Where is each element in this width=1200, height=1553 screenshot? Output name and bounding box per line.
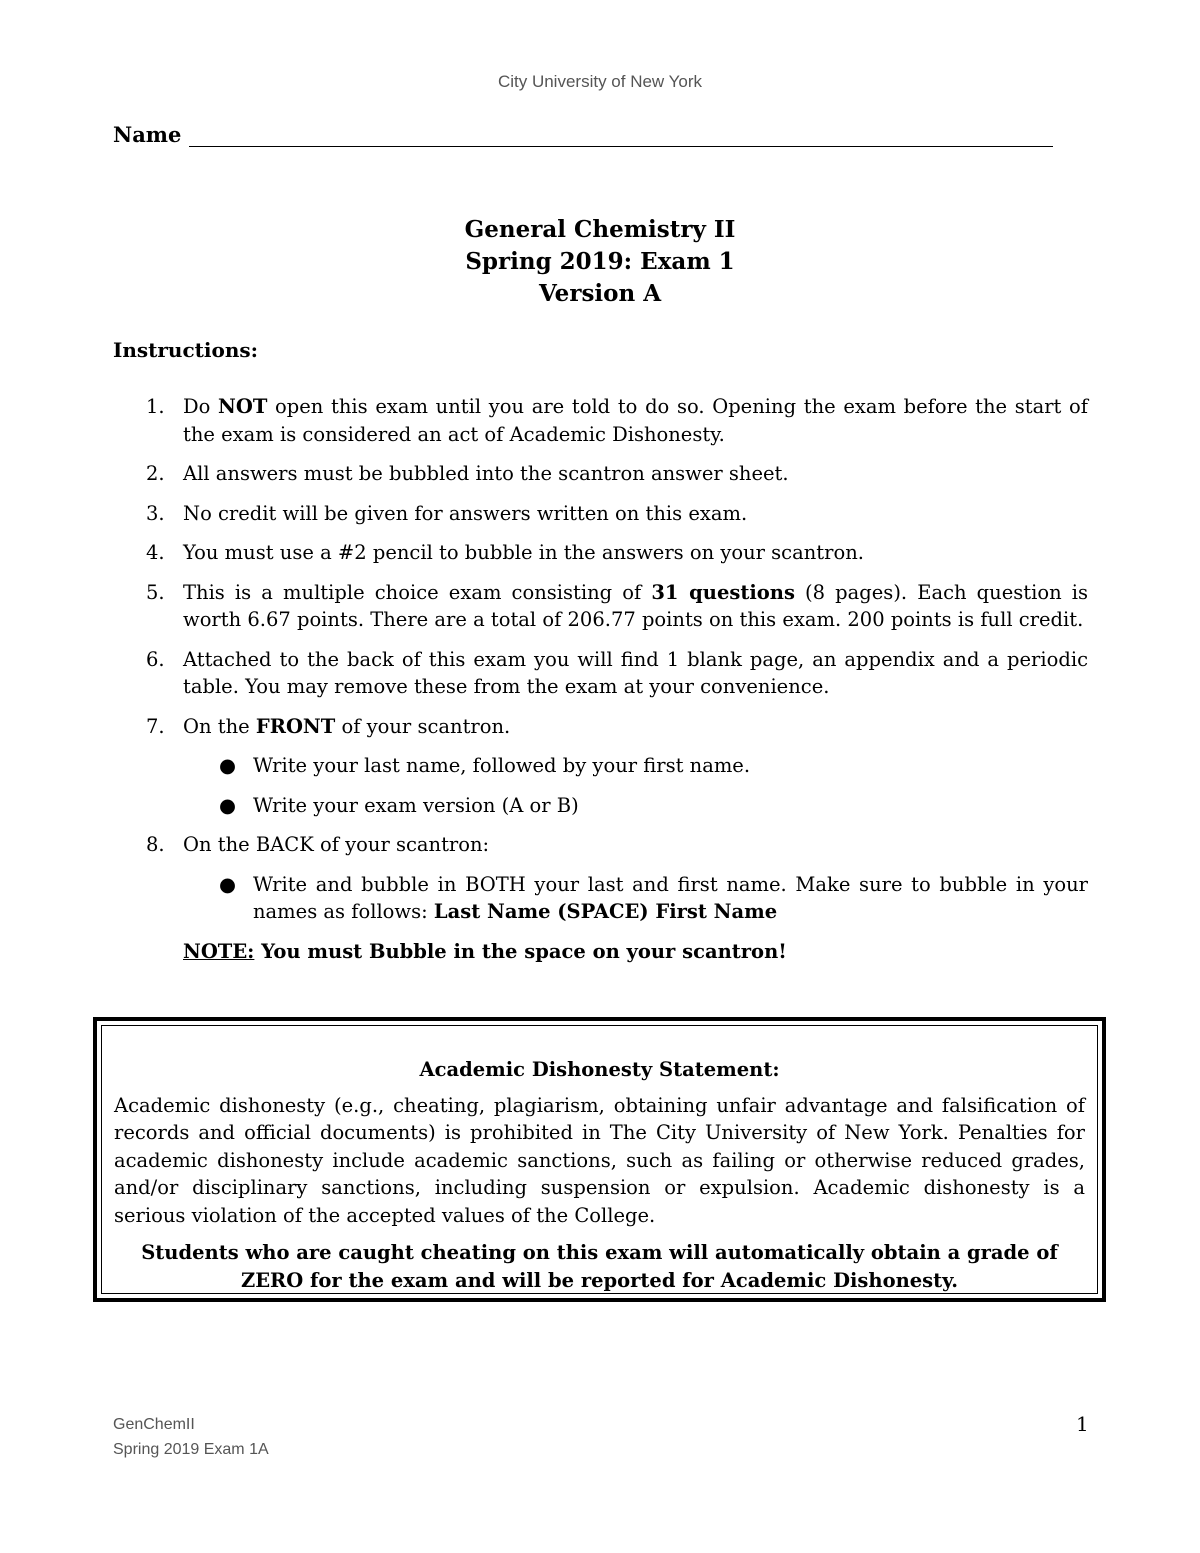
instruction-text: Attached to the back of this exam you will find 1 blank page, an appendix and a periodic table. You may remove these from the exam at your convenience.: [183, 647, 1088, 698]
instruction-emphasis: NOT: [218, 395, 268, 418]
instruction-text: open this exam until you are told to do so. Opening the exam before the start of the exam is considered an act of Academic Dishonesty.: [183, 395, 1088, 446]
instruction-item: [113, 831, 1088, 926]
exam-title-block: [0, 214, 1200, 310]
instructions-list: [113, 393, 1088, 977]
sub-item-text: Write and bubble in BOTH your last and first name. Make sure to bubble in your names as follows:: [253, 872, 1088, 923]
instruction-item: [113, 579, 1088, 634]
item-number: 6.: [146, 647, 165, 671]
instruction-item: [113, 713, 1088, 820]
item-number: 2.: [146, 462, 165, 485]
name-write-line[interactable]: [189, 124, 1053, 147]
item-number: 4.: [146, 541, 165, 564]
item-number: 3.: [146, 501, 165, 525]
sub-item: [183, 871, 1088, 926]
instruction-emphasis: FRONT: [255, 714, 336, 738]
course-title: General Chemistry II: [464, 216, 736, 243]
note-label: NOTE:: [183, 939, 255, 963]
bullet-icon: ●: [219, 872, 237, 896]
note-text: You must Bubble in the space on your scantron!: [254, 939, 787, 963]
statement-inner: [101, 1025, 1098, 1294]
instruction-text: This is a multiple choice exam consisting of: [183, 580, 652, 604]
footer-exam: Spring 2019 Exam 1A: [113, 1441, 269, 1458]
name-label: Name: [113, 122, 182, 147]
sub-list: [183, 871, 1088, 926]
statement-title: Academic Dishonesty Statement:: [419, 1058, 780, 1081]
footer-course: GenChemII: [113, 1416, 195, 1433]
instruction-text: On the: [183, 714, 256, 738]
bullet-icon: ●: [219, 754, 237, 777]
instruction-text: No credit will be given for answers written on this exam.: [183, 501, 748, 525]
note: [113, 938, 1088, 966]
item-number: 5.: [146, 580, 165, 604]
exam-title: Spring 2019: Exam 1: [465, 248, 735, 275]
item-number: 1.: [146, 395, 165, 418]
instruction-text: You must use a #2 pencil to bubble in the answers on your scantron.: [183, 541, 864, 564]
sub-item-text: Write your last name, followed by your first name.: [253, 754, 751, 777]
page-number: 1: [1076, 1412, 1089, 1436]
page-header: City University of New York: [497, 72, 703, 91]
sub-list: [183, 752, 1088, 819]
sub-item-emphasis: Last Name (SPACE) First Name: [433, 900, 778, 923]
instruction-text: Do: [183, 395, 219, 418]
sub-item: [183, 752, 1088, 780]
instructions-heading: Instructions:: [113, 338, 259, 362]
academic-dishonesty-box: [93, 1017, 1106, 1302]
sub-item-text: Write your exam version (A or B): [253, 793, 579, 817]
bullet-icon: ●: [219, 793, 237, 817]
item-number: 7.: [146, 714, 165, 738]
statement-warning: Students who are caught cheating on this exam will automatically obtain a grade of ZERO for the exam and will be reported for Academic Dishonesty.: [141, 1241, 1058, 1292]
footer: [113, 1412, 269, 1462]
sub-item: [183, 792, 1088, 820]
instruction-item: [113, 539, 1088, 567]
instruction-item: [113, 460, 1088, 488]
instruction-item: [113, 500, 1088, 528]
statement-body: Academic dishonesty (e.g., cheating, plagiarism, obtaining unfair advantage and falsification of records and official documents) is prohibited in The City University of New York. Penalties for academic dishonesty include academic sanctions, such as failing or otherwise reduced grades, and/or disciplinary sanctions, including suspension or expulsion. Academic dishonesty is a serious violation of the accepted values of the College.: [114, 1093, 1085, 1227]
instruction-text: On the BACK of your scantron:: [183, 833, 490, 856]
instruction-text: of your scantron.: [335, 714, 511, 738]
instruction-text: (8 pages). Each question is worth 6.67 points. There are a total of 206.77 points on this exam. 200 points is full credit.: [183, 580, 1089, 631]
instruction-text: All answers must be bubbled into the scantron answer sheet.: [183, 462, 789, 485]
name-field: [113, 122, 1053, 147]
instruction-emphasis: 31 questions: [651, 580, 795, 604]
instruction-item: [113, 393, 1088, 448]
exam-version: Version A: [538, 280, 662, 307]
instruction-item: [113, 646, 1088, 701]
item-number: 8.: [146, 833, 165, 856]
